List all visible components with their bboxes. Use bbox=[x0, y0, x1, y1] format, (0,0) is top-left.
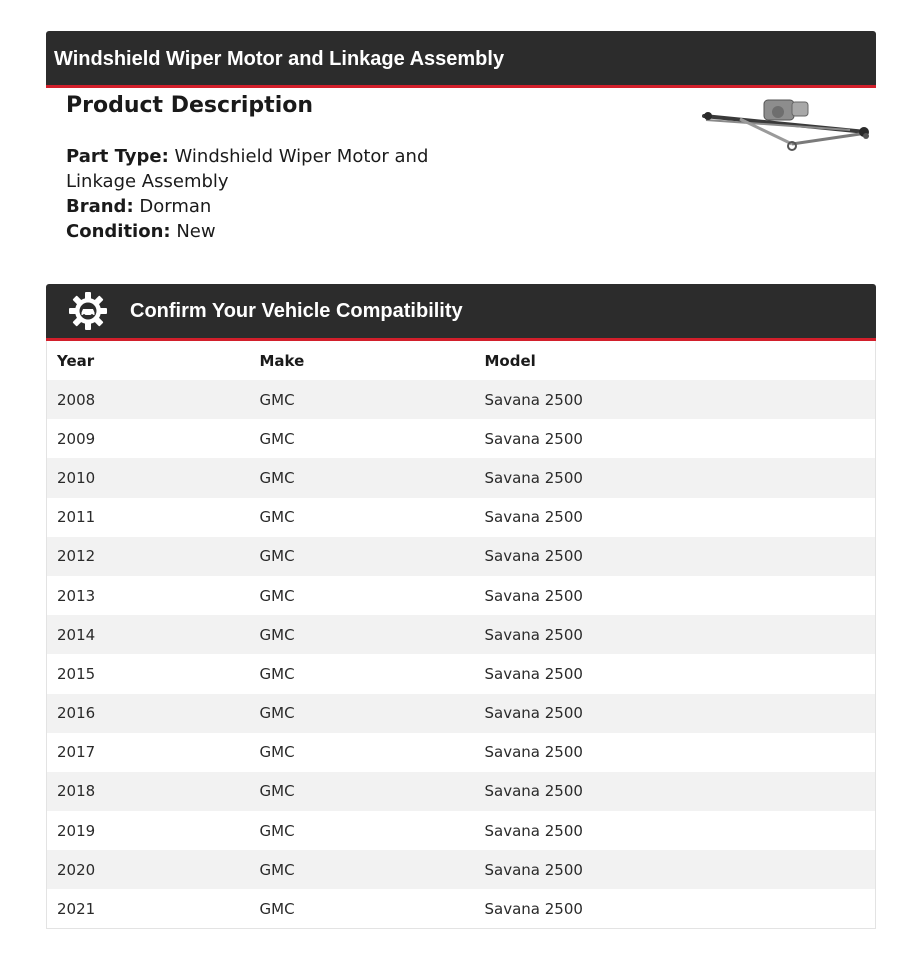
model-cell: Savana 2500 bbox=[484, 586, 583, 605]
year-cell: 2017 bbox=[57, 743, 96, 762]
compatibility-table bbox=[46, 341, 876, 929]
model-cell: Savana 2500 bbox=[484, 899, 583, 918]
make-cell: GMC bbox=[259, 586, 295, 605]
compatibility-banner bbox=[46, 284, 876, 341]
part-type-line bbox=[66, 144, 446, 194]
part-type-value: Windshield Wiper Motor and Linkage Assembly bbox=[66, 146, 429, 192]
table-row bbox=[47, 772, 876, 811]
make-cell: GMC bbox=[259, 860, 295, 879]
year-cell: 2018 bbox=[57, 782, 96, 801]
condition-label: Condition: bbox=[66, 221, 171, 242]
table-row bbox=[47, 458, 876, 497]
brand-line bbox=[66, 194, 446, 219]
make-cell: GMC bbox=[259, 664, 295, 683]
column-header-year: Year bbox=[57, 351, 95, 370]
year-cell: 2012 bbox=[57, 547, 96, 566]
table-row bbox=[47, 850, 876, 889]
table-row bbox=[47, 694, 876, 733]
table-row bbox=[47, 576, 876, 615]
table-row bbox=[47, 380, 876, 419]
compatibility-title: Confirm Your Vehicle Compatibility bbox=[130, 299, 463, 322]
wiper-linkage-image bbox=[700, 94, 872, 154]
model-cell: Savana 2500 bbox=[484, 704, 583, 723]
model-cell: Savana 2500 bbox=[484, 508, 583, 527]
table-row bbox=[47, 889, 876, 928]
model-cell: Savana 2500 bbox=[484, 547, 583, 566]
product-description-body bbox=[66, 144, 446, 244]
brand-label: Brand: bbox=[66, 196, 134, 217]
model-cell: Savana 2500 bbox=[484, 821, 583, 840]
year-cell: 2021 bbox=[57, 899, 96, 918]
table-row bbox=[47, 615, 876, 654]
make-cell: GMC bbox=[259, 429, 295, 448]
model-cell: Savana 2500 bbox=[484, 625, 583, 644]
make-cell: GMC bbox=[259, 625, 295, 644]
title-banner bbox=[46, 31, 876, 88]
condition-line bbox=[66, 219, 446, 244]
model-cell: Savana 2500 bbox=[484, 743, 583, 762]
table-row bbox=[47, 811, 876, 850]
title-banner-text: Windshield Wiper Motor and Linkage Assembly bbox=[54, 47, 505, 70]
make-cell: GMC bbox=[259, 782, 295, 801]
year-cell: 2020 bbox=[57, 860, 96, 879]
make-cell: GMC bbox=[259, 704, 295, 723]
brand-value: Dorman bbox=[139, 196, 212, 217]
make-cell: GMC bbox=[259, 547, 295, 566]
make-cell: GMC bbox=[259, 821, 295, 840]
table-row bbox=[47, 419, 876, 458]
make-cell: GMC bbox=[259, 899, 295, 918]
table-row bbox=[47, 498, 876, 537]
table-header-row bbox=[47, 341, 876, 380]
table-row bbox=[47, 537, 876, 576]
year-cell: 2010 bbox=[57, 468, 96, 487]
year-cell: 2016 bbox=[57, 704, 96, 723]
model-cell: Savana 2500 bbox=[484, 860, 583, 879]
make-cell: GMC bbox=[259, 468, 295, 487]
year-cell: 2009 bbox=[57, 429, 96, 448]
column-header-model: Model bbox=[484, 351, 536, 370]
part-type-label: Part Type: bbox=[66, 146, 169, 167]
table-row bbox=[47, 654, 876, 693]
model-cell: Savana 2500 bbox=[484, 468, 583, 487]
model-cell: Savana 2500 bbox=[484, 782, 583, 801]
year-cell: 2008 bbox=[57, 390, 96, 409]
gear-car-icon bbox=[68, 291, 108, 331]
table-row bbox=[47, 733, 876, 772]
year-cell: 2013 bbox=[57, 586, 96, 605]
condition-value: New bbox=[176, 221, 216, 242]
year-cell: 2014 bbox=[57, 625, 96, 644]
model-cell: Savana 2500 bbox=[484, 429, 583, 448]
year-cell: 2019 bbox=[57, 821, 96, 840]
column-header-make: Make bbox=[259, 351, 305, 370]
make-cell: GMC bbox=[259, 390, 295, 409]
make-cell: GMC bbox=[259, 508, 295, 527]
model-cell: Savana 2500 bbox=[484, 390, 583, 409]
year-cell: 2015 bbox=[57, 664, 96, 683]
year-cell: 2011 bbox=[57, 508, 96, 527]
product-description-heading: Product Description bbox=[66, 93, 314, 118]
model-cell: Savana 2500 bbox=[484, 664, 583, 683]
make-cell: GMC bbox=[259, 743, 295, 762]
